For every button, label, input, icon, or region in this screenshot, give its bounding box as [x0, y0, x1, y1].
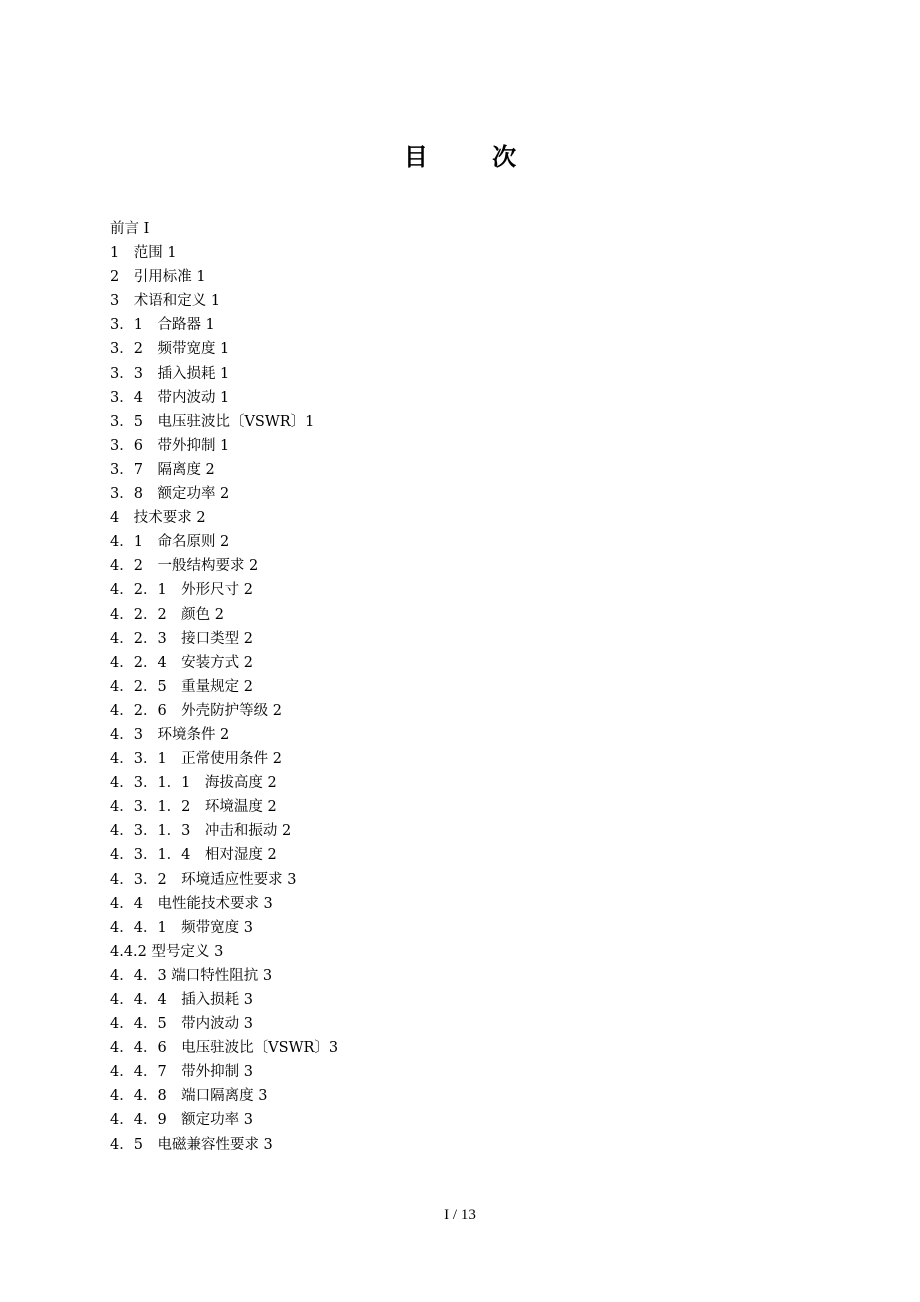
toc-entry: 3．8 额定功率 2	[110, 486, 230, 503]
toc-title: 目 次	[403, 143, 545, 171]
toc-entry: 4．2．4 安装方式 2	[110, 654, 254, 671]
toc-entry: 4．5 电磁兼容性要求 3	[110, 1136, 273, 1153]
page-number: I / 13	[444, 1207, 476, 1223]
toc-entry: 3．1 合路器 1	[110, 317, 215, 334]
toc-entry: 3 术语和定义 1	[110, 293, 221, 310]
toc-entry: 4．3．2 环境适应性要求 3	[110, 871, 297, 888]
toc-entry: 1 范围 1	[110, 245, 177, 262]
toc-entry: 4．2．3 接口类型 2	[110, 630, 254, 647]
toc-entry: 2 引用标准 1	[110, 269, 206, 286]
toc-entry: 4.4.2 型号定义 3	[110, 943, 224, 960]
toc-entry: 4．4．5 带内波动 3	[110, 1016, 254, 1033]
toc-entry: 4．4．7 带外抑制 3	[110, 1064, 254, 1081]
toc-entry: 4．4 电性能技术要求 3	[110, 895, 273, 912]
toc-entry: 4．2 一般结构要求 2	[110, 558, 259, 575]
toc-entry: 4．4．1 频带宽度 3	[110, 919, 254, 936]
toc-entry: 4．3．1 正常使用条件 2	[110, 751, 283, 768]
toc-entry: 4．1 命名原则 2	[110, 534, 230, 551]
toc-entry: 4．4．8 端口隔离度 3	[110, 1088, 268, 1105]
toc-entry: 3．2 频带宽度 1	[110, 341, 230, 358]
toc-entry: 4．4．4 插入损耗 3	[110, 992, 254, 1008]
toc-entry: 4．4．3 端口特性阻抗 3	[110, 967, 273, 984]
toc-entry: 4．3．1．1 海拔高度 2	[110, 775, 277, 792]
toc-entry: 4．2．2 颜色 2	[110, 606, 225, 623]
toc-entry: 3．6 带外抑制 1	[110, 437, 230, 454]
toc-list	[110, 217, 810, 1157]
toc-entry: 4 技术要求 2	[110, 510, 206, 527]
toc-entry: 4．2．6 外壳防护等级 2	[110, 702, 283, 719]
toc-entry: 4．2．1 外形尺寸 2	[110, 582, 254, 599]
toc-entry: 4．4．9 额定功率 3	[110, 1112, 254, 1129]
toc-entry: 4．2．5 重量规定 2	[110, 678, 254, 695]
toc-entry: 4．3．1．3 冲击和振动 2	[110, 823, 292, 840]
toc-entry: 4．4．6 电压驻波比〔VSWR〕3	[110, 1040, 339, 1057]
toc-entry: 3．5 电压驻波比〔VSWR〕1	[110, 413, 315, 430]
toc-entry: 4．3．1．4 相对湿度 2	[110, 847, 277, 864]
toc-entry: 3．7 隔离度 2	[110, 461, 215, 478]
toc-entry: 前言 I	[110, 221, 150, 237]
toc-entry: 3．3 插入损耗 1	[110, 365, 230, 382]
toc-entry: 4．3．1．2 环境温度 2	[110, 799, 277, 816]
toc-entry: 3．4 带内波动 1	[110, 389, 230, 406]
toc-entry: 4．3 环境条件 2	[110, 726, 230, 743]
